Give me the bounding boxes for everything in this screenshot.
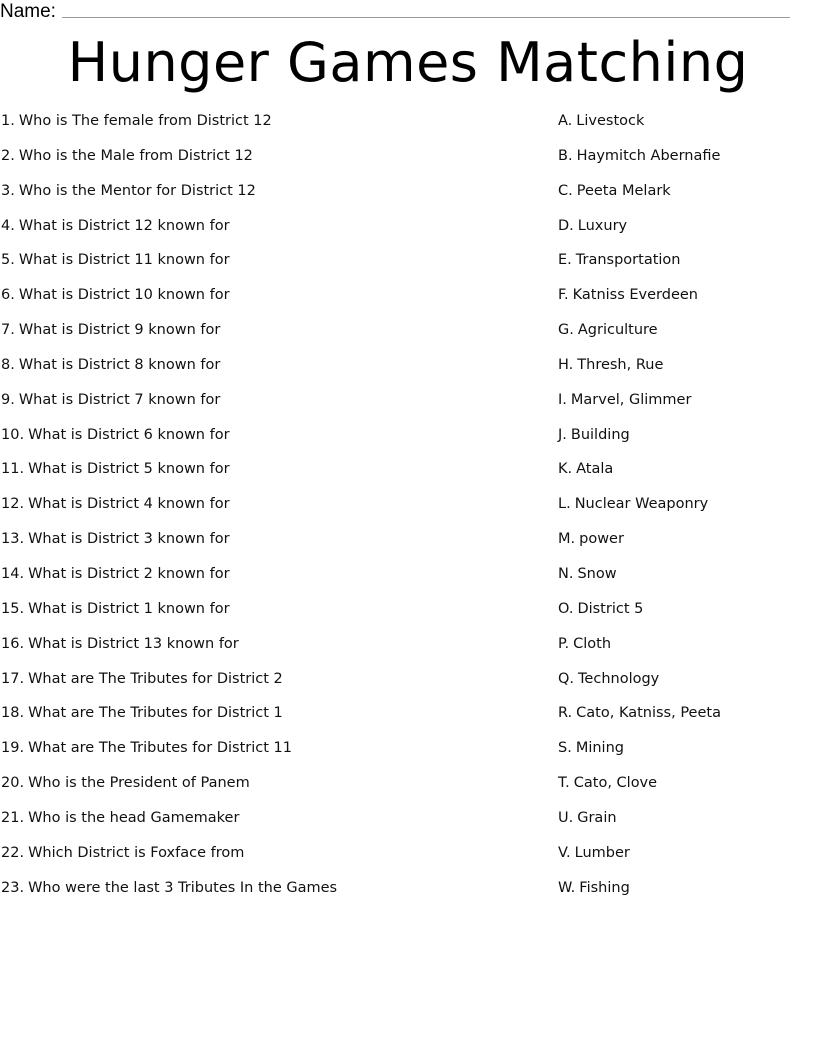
question-item-text: What is District 12 known for (18, 217, 230, 234)
answer-item (558, 180, 816, 215)
question-item-marker: 9. (1, 391, 15, 408)
question-item-marker: 4. (1, 217, 15, 234)
question-item-marker: 22. (1, 844, 25, 861)
question-item-marker: 18. (1, 705, 25, 722)
question-item (1, 842, 541, 877)
answer-item-text: Marvel, Glimmer (570, 391, 692, 408)
question-item-marker: 20. (1, 775, 25, 792)
question-item (1, 354, 541, 389)
question-item-text: What is District 5 known for (28, 461, 230, 478)
answer-item-text: Technology (578, 670, 660, 687)
question-item-text: Who is The female from District 12 (18, 113, 272, 129)
answer-item-marker: L. (558, 496, 571, 513)
answer-item-text: Nuclear Weaponry (574, 496, 709, 513)
question-item-marker: 11. (1, 461, 25, 478)
answer-item-marker: A. (558, 113, 573, 129)
answer-item (558, 389, 816, 424)
question-item (1, 249, 541, 284)
question-item-marker: 16. (1, 635, 25, 652)
answer-item-marker: S. (558, 740, 572, 757)
answer-item-text: Mining (575, 740, 624, 757)
question-item-text: What is District 9 known for (18, 322, 221, 339)
answer-item (558, 702, 816, 737)
answer-item-marker: I. (558, 391, 567, 408)
question-item-marker: 13. (1, 531, 25, 548)
answer-item-marker: W. (558, 879, 576, 896)
answer-item (558, 319, 816, 354)
question-item-text: What are The Tributes for District 2 (28, 670, 283, 687)
answer-item-marker: K. (558, 461, 573, 478)
answer-item (558, 877, 816, 912)
answer-item (558, 458, 816, 493)
answer-item-text: Luxury (577, 217, 628, 234)
answer-item-marker: U. (558, 809, 574, 826)
questions-list (1, 110, 541, 911)
question-item-text: What is District 10 known for (18, 287, 230, 304)
question-item-marker: 7. (1, 322, 15, 339)
answer-item-marker: O. (558, 600, 574, 617)
question-item (1, 284, 541, 319)
question-item (1, 807, 541, 842)
answer-item-text: Grain (577, 809, 617, 826)
answer-item-text: Transportation (575, 252, 681, 269)
question-item (1, 563, 541, 598)
question-item (1, 389, 541, 424)
question-item-marker: 3. (1, 182, 15, 199)
question-item-text: Who is the head Gamemaker (28, 809, 240, 826)
question-item (1, 424, 541, 459)
question-item (1, 180, 541, 215)
question-item-marker: 12. (1, 496, 25, 513)
answer-item (558, 563, 816, 598)
answer-item-marker: N. (558, 565, 574, 582)
worksheet-title: Hunger Games Matching (67, 31, 749, 94)
question-item (1, 528, 541, 563)
question-item-text: Who were the last 3 Tributes In the Games (28, 879, 338, 896)
name-field-row (0, 0, 790, 22)
question-item-marker: 8. (1, 356, 15, 373)
question-item (1, 877, 541, 912)
answer-item-marker: G. (558, 322, 574, 339)
question-item-text: What are The Tributes for District 1 (28, 705, 283, 722)
answer-item (558, 110, 816, 145)
question-item-text: What is District 6 known for (28, 426, 230, 443)
question-item-marker: 10. (1, 426, 25, 443)
question-item-text: What is District 13 known for (28, 635, 239, 652)
question-item-text: What is District 4 known for (28, 496, 230, 513)
answer-item-text: Thresh, Rue (577, 356, 664, 373)
question-item (1, 633, 541, 668)
answer-item-text: District 5 (577, 600, 644, 617)
question-item-marker: 1. (1, 113, 15, 129)
question-item-marker: 6. (1, 287, 15, 304)
question-item-text: What is District 8 known for (18, 356, 221, 373)
question-item-text: What is District 2 known for (28, 565, 230, 582)
question-item (1, 145, 541, 180)
question-item (1, 668, 541, 703)
answer-item (558, 354, 816, 389)
answer-item-marker: V. (558, 844, 571, 861)
answer-item (558, 807, 816, 842)
answer-item-marker: C. (558, 182, 573, 199)
answer-item-marker: H. (558, 356, 574, 373)
answer-item-marker: J. (558, 426, 567, 443)
answer-item-marker: R. (558, 705, 573, 722)
question-item (1, 737, 541, 772)
question-item (1, 493, 541, 528)
question-item-text: What is District 3 known for (28, 531, 230, 548)
answer-item (558, 528, 816, 563)
answer-item (558, 842, 816, 877)
question-item (1, 598, 541, 633)
answer-item-text: Katniss Everdeen (572, 287, 698, 304)
question-item-text: Which District is Foxface from (28, 844, 245, 861)
question-item (1, 702, 541, 737)
question-item-text: Who is the Male from District 12 (18, 147, 253, 164)
answer-item-text: Peeta Melark (576, 182, 671, 199)
question-item (1, 215, 541, 250)
answer-item-marker: P. (558, 635, 570, 652)
answer-item (558, 598, 816, 633)
answer-item-text: Building (570, 426, 630, 443)
answer-item (558, 668, 816, 703)
answer-item-marker: B. (558, 147, 573, 164)
question-item-marker: 5. (1, 252, 15, 269)
question-item (1, 110, 541, 145)
question-item (1, 458, 541, 493)
question-item-marker: 23. (1, 879, 25, 896)
question-item-text: What is District 7 known for (18, 391, 221, 408)
answer-item-marker: D. (558, 217, 574, 234)
question-item-text: What are The Tributes for District 11 (28, 740, 292, 757)
answer-item-text: Livestock (576, 113, 645, 129)
answer-item-text: Lumber (574, 844, 630, 861)
question-item-marker: 2. (1, 147, 15, 164)
answer-item-marker: E. (558, 252, 572, 269)
answer-item-text: Cato, Katniss, Peeta (576, 705, 721, 722)
answer-item (558, 772, 816, 807)
answer-item-text: Agriculture (577, 322, 658, 339)
answer-item-text: Fishing (579, 879, 630, 896)
answer-item-marker: Q. (558, 670, 575, 687)
answer-item (558, 145, 816, 180)
question-item-text: What is District 1 known for (28, 600, 230, 617)
answers-list (558, 110, 816, 911)
question-item-text: Who is the President of Panem (28, 775, 250, 792)
question-item-marker: 14. (1, 565, 25, 582)
answer-item-text: Cato, Clove (573, 775, 658, 792)
answer-item (558, 493, 816, 528)
answer-item-text: Haymitch Abernafie (576, 147, 721, 164)
question-item-text: Who is the Mentor for District 12 (18, 182, 256, 199)
answer-item-text: Snow (577, 565, 617, 582)
answer-item-marker: T. (558, 775, 570, 792)
answer-item (558, 424, 816, 459)
name-blank-line[interactable] (62, 17, 790, 18)
answer-item (558, 249, 816, 284)
answer-item (558, 215, 816, 250)
question-item-marker: 19. (1, 740, 25, 757)
answer-item-marker: M. (558, 531, 576, 548)
question-item-marker: 17. (1, 670, 25, 687)
answer-item (558, 737, 816, 772)
answer-item (558, 284, 816, 319)
answer-item-text: Cloth (573, 635, 612, 652)
question-item (1, 772, 541, 807)
question-item-marker: 15. (1, 600, 25, 617)
question-item-text: What is District 11 known for (18, 252, 230, 269)
question-item-marker: 21. (1, 809, 25, 826)
answer-item-text: power (579, 531, 624, 548)
answer-item (558, 633, 816, 668)
answer-item-text: Atala (576, 461, 614, 478)
answer-item-marker: F. (558, 287, 569, 304)
name-label: Name: (0, 1, 56, 22)
question-item (1, 319, 541, 354)
